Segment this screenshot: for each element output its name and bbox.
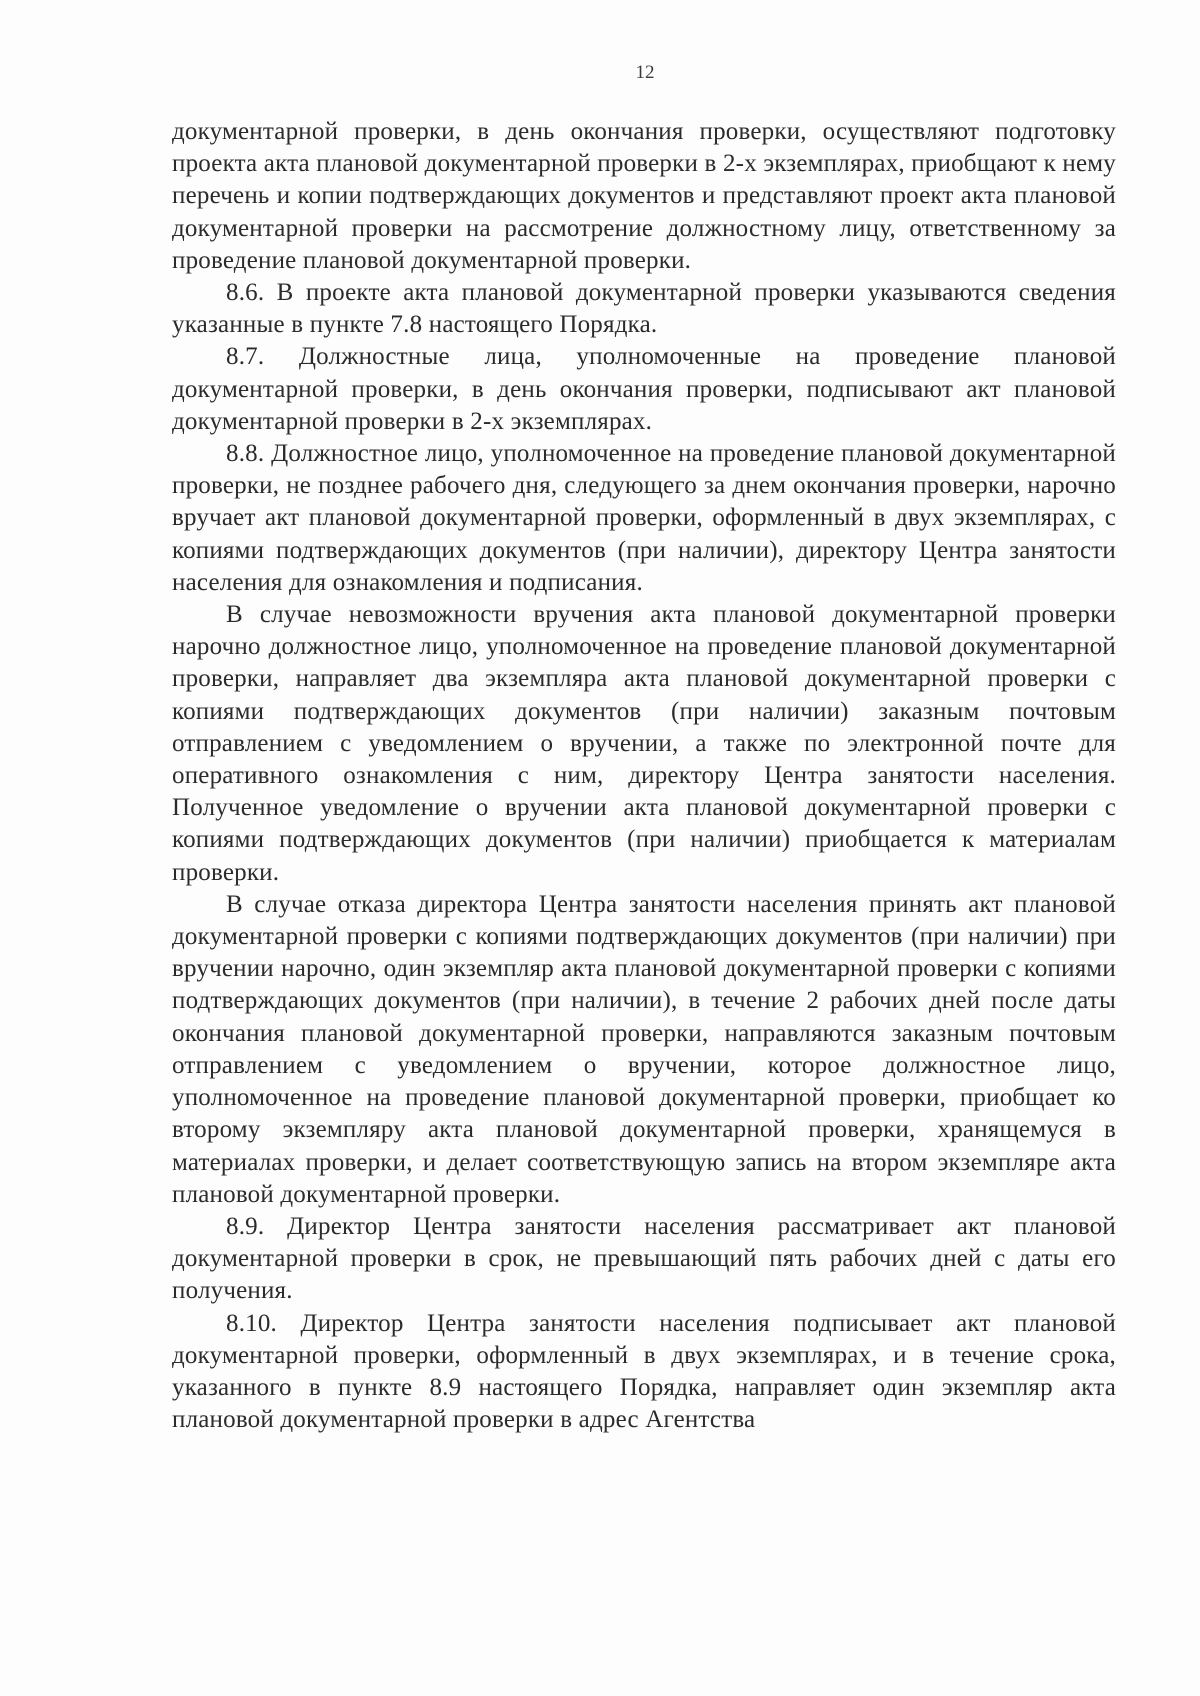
paragraph-8-8-refusal: В случае отказа директора Центра занятости населения принять акт плановой документарной проверки с копиями подтверждающих документов (при наличии) при вручении нарочно, один экземпляр акта плановой документарной проверки с копиями подтверждающих документов (при наличии), в течение 2 рабочих дней после даты окончания плановой документарной проверки, направляются заказным почтовым отправлением с уведомлением о вручении, которое должностное лицо, уполномоченное на проведение плановой документарной проверки, приобщает ко второму экземпляру акта плановой документарной проверки, хранящемуся в материалах проверки, и делает соответствующую запись на втором экземпляре акта плановой документарной проверки. [172, 890, 1116, 1208]
paragraph-8-10: 8.10. Директор Центра занятости населения подписывает акт плановой документарной проверки, оформленный в двух экземплярах, и в течение срока, указанного в пункте 8.9 настоящего Порядка, направляет один экземпляр акта плановой документарной проверки в адрес Агентства [172, 1309, 1116, 1434]
page-number: 12 [635, 62, 655, 83]
paragraph-8-6: 8.6. В проекте акта плановой документарной проверки указываются сведения указанные в пункте 7.8 настоящего Порядка. [172, 279, 1116, 339]
document-body [172, 116, 1116, 1436]
paragraph-8-9: 8.9. Директор Центра занятости населения рассматривает акт плановой документарной проверки в срок, не превышающий пять рабочих дней с даты его получения. [172, 1212, 1116, 1305]
paragraph-8-7: 8.7. Должностные лица, уполномоченные на проведение плановой документарной проверки, в день окончания проверки, подписывают акт плановой документарной проверки в 2-х экземплярах. [172, 343, 1116, 435]
paragraph-8-8: 8.8. Должностное лицо, уполномоченное на проведение плановой документарной проверки, не позднее рабочего дня, следующего за днем окончания проверки, нарочно вручает акт плановой документарной проверки, оформленный в двух экземплярах, с копиями подтверждающих документов (при наличии), директору Центра занятости населения для ознакомления и подписания. [172, 440, 1116, 596]
paragraph-continuation: документарной проверки, в день окончания проверки, осуществляют подготовку проекта акта плановой документарной проверки в 2-х экземплярах, приобщают к нему перечень и копии подтверждающих документов и представляют проект акта плановой документарной проверки на рассмотрение должностному лицу, ответственному за проведение плановой документарной проверки. [172, 118, 1116, 274]
paragraph-8-8-impossible-delivery: В случае невозможности вручения акта плановой документарной проверки нарочно должностное лицо, уполномоченное на проведение плановой документарной проверки, направляет два экземпляра акта плановой документарной проверки с копиями подтверждающих документов (при наличии) заказным почтовым отправлением с уведомлением о вручении, а также по электронной почте для оперативного ознакомления с ним, директору Центра занятости населения. Полученное уведомление о вручении акта плановой документарной проверки с копиями подтверждающих документов (при наличии) приобщается к материалам проверки. [172, 601, 1116, 886]
